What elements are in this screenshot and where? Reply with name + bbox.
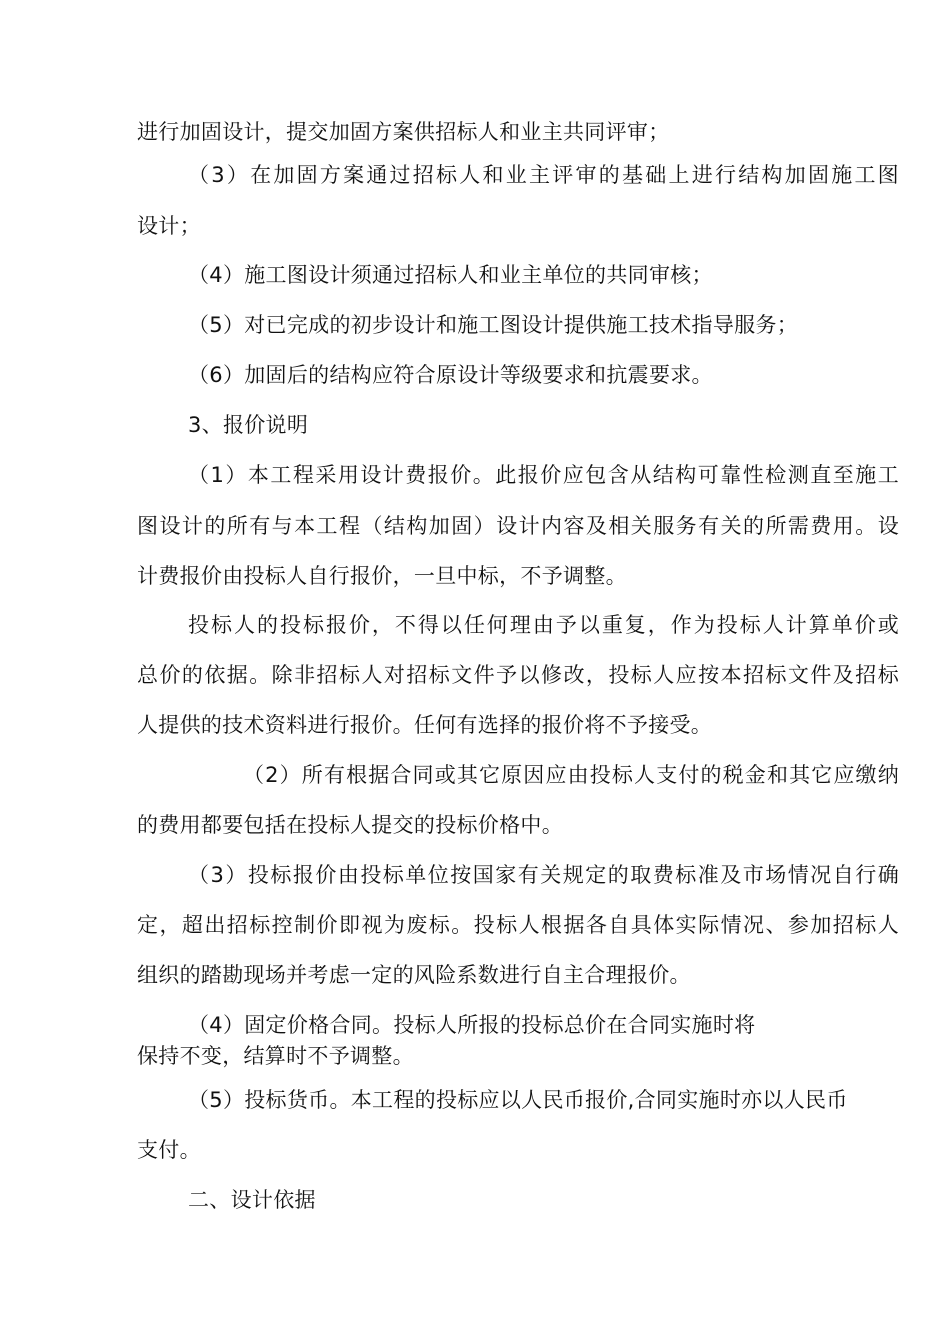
text-line: 的费用都要包括在投标人提交的投标价格中。	[137, 813, 563, 837]
text-line: （5）对已完成的初步设计和施工图设计提供施工技术指导服务；	[188, 313, 799, 337]
text-line: 定，超出招标控制价即视为废标。投标人根据各自具体实际情况、参加招标人	[137, 913, 899, 937]
text-line: 支付。	[137, 1138, 201, 1162]
text-line: （4）施工图设计须通过招标人和业主单位的共同审核；	[188, 263, 713, 287]
text-line: 总价的依据。除非招标人对招标文件予以修改，投标人应按本招标文件及招标	[137, 663, 899, 687]
text-line: 投标人的投标报价，不得以任何理由予以重复，作为投标人计算单价或	[188, 613, 899, 637]
text-line: （5）投标货币。本工程的投标应以人民币报价,合同实施时亦以人民币	[188, 1088, 848, 1112]
text-line: （4）固定价格合同。投标人所报的投标总价在合同实施时将	[188, 1013, 756, 1037]
section-heading: 3、报价说明	[188, 413, 309, 437]
text-line: （6）加固后的结构应符合原设计等级要求和抗震要求。	[188, 363, 713, 387]
text-line: 人提供的技术资料进行报价。任何有选择的报价将不予接受。	[137, 713, 713, 737]
text-line: （2）所有根据合同或其它原因应由投标人支付的税金和其它应缴纳	[243, 763, 899, 787]
text-line: （3）投标报价由投标单位按国家有关规定的取费标准及市场情况自行确	[188, 863, 899, 887]
text-line: 计费报价由投标人自行报价，一旦中标，不予调整。	[137, 564, 627, 588]
text-line: 保持不变，结算时不予调整。	[137, 1044, 414, 1068]
text-line: 设计；	[137, 214, 201, 238]
text-line: （3）在加固方案通过招标人和业主评审的基础上进行结构加固施工图	[188, 163, 899, 187]
text-line: 组织的踏勘现场并考虑一定的风险系数进行自主合理报价。	[137, 963, 691, 987]
text-line: （1）本工程采用设计费报价。此报价应包含从结构可靠性检测直至施工	[188, 463, 899, 487]
section-heading: 二、设计依据	[188, 1188, 316, 1212]
text-line: 进行加固设计，提交加固方案供招标人和业主共同评审；	[137, 120, 670, 144]
text-line: 图设计的所有与本工程（结构加固）设计内容及相关服务有关的所需费用。设	[137, 514, 899, 538]
